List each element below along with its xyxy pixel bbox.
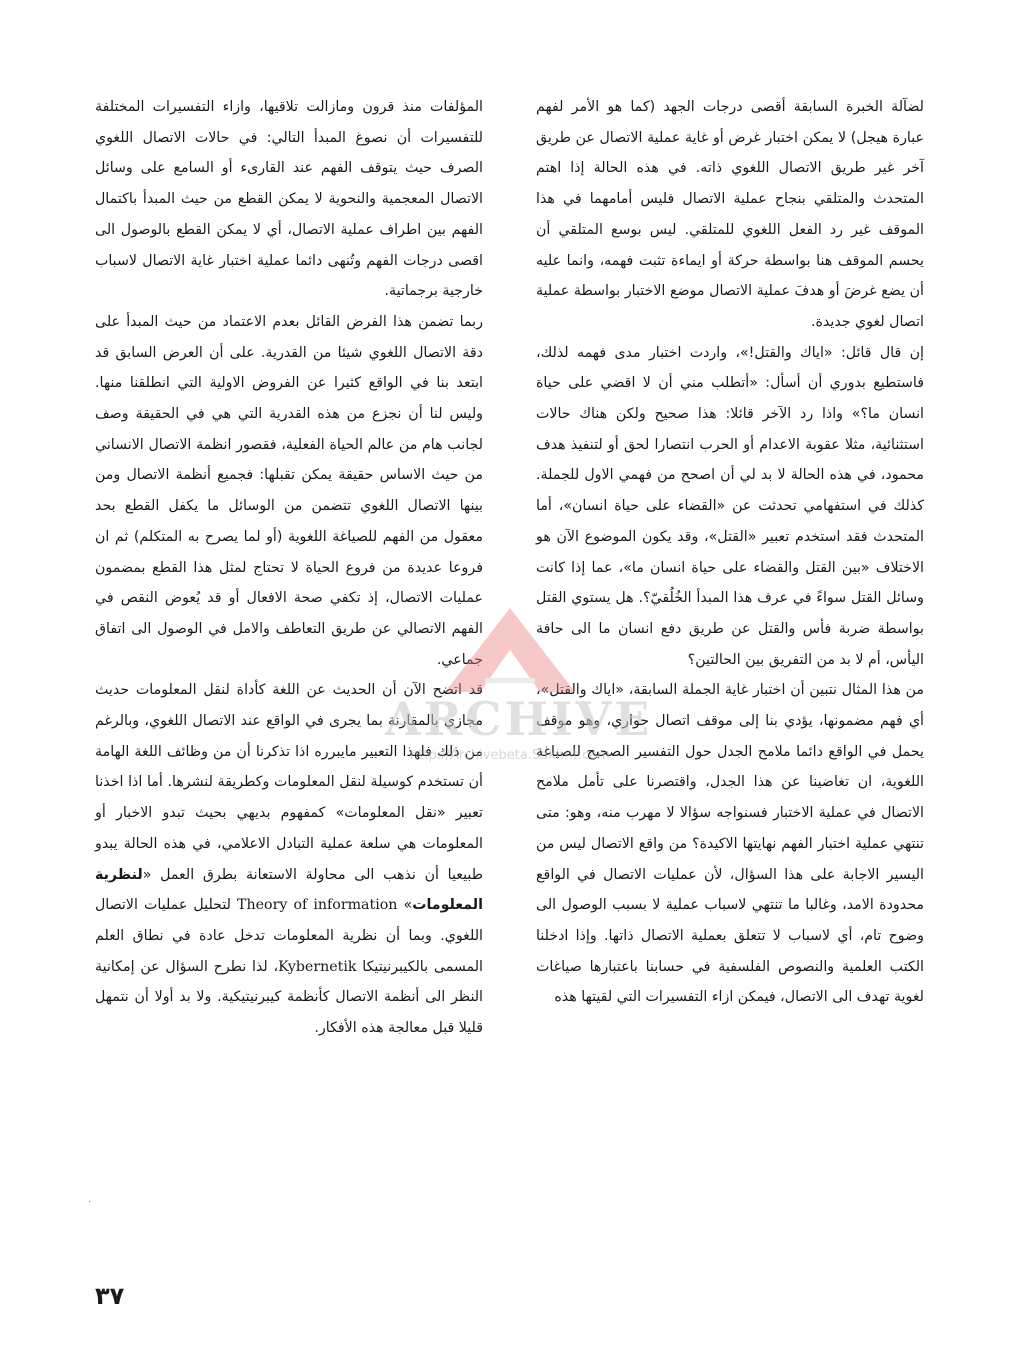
text-span: لتحليل عمليات الاتصال اللغوي. وبما أن نظرية المعلومات تدخل عادة في نطاق العلم المسمى بالكيبرنيتيكا bbox=[95, 897, 483, 975]
paragraph bbox=[95, 675, 483, 1043]
watermark-word: ARCHIVE bbox=[385, 692, 653, 746]
paragraph: من هذا المثال نتبين أن اختبار غاية الجملة السابقة، «اياك والقتل»، أي فهم مضمونها، يؤدي بنا إلى موقف اتصال حواري، وهو موقف يحمل في الواقع دائما ملامح الجدل حول التفسير الصحيح للصياغة اللغوية، ان تغاضينا عن هذا الجدل، واقتصرنا على تأمل ملامح الاتصال في عملية الاختبار فسنواجه سؤالا لا مهرب منه، وهو: متى تنتهي عملية اختبار الفهم نهايتها الاكيدة؟ من واقع الاتصال ليس من اليسير الاجابة على هذا السؤال، لأن عمليات الاتصال في الواقع محدودة الامد، وغالبا ما تنتهي لاسباب عملية لا بسبب الوصول الى وضوح تام، أي لاسباب لا تتعلق بعملية الاتصال ذاتها. وإذا ادخلنا الكتب العلمية والنصوص الفلسفية في حسابنا باعتبارها صياغات لغوية تهدف الى الاتصال، فيمكن ازاء التفسيرات التي لقيتها هذه bbox=[536, 682, 924, 1006]
text-span: » bbox=[397, 897, 413, 914]
right-text-column bbox=[536, 92, 924, 1013]
paragraph: لضآلة الخبرة السابقة أقصى درجات الجهد (كما هو الأمر لفهم عبارة هيجل) لا يمكن اختبار غرض أو غاية عملية الاتصال عن طريق آخر غير طريق الاتصال اللغوي ذاته. في هذه الحالة إذا اهتم المتحدث والمتلقي بنجاح عملية الاتصال فليس أمامهما في هذا الموقف غير رد الفعل اللغوي للمتلقي. ليس بوسع المتلقي أن يحسم الموقف هنا بواسطة حركة أو ايماءة تثبت فهمه، وانما عليه أن يضع غرضَ أو هدفَ عملية الاتصال موضع الاختبار بواسطة عملية اتصال لغوي جديدة. bbox=[536, 99, 924, 330]
emphasized-term: لنظرية المعلومات bbox=[95, 866, 483, 914]
latin-term: Theory of information bbox=[237, 897, 398, 914]
text-span: قد اتضح الآن أن الحديث عن اللغة كأداة لنقل المعلومات حديث مجازي بالمقارنة بما يجرى في الواقع عند الاتصال اللغوي، وبالرغم من ذلك فلهذا التعبير مايبرره اذا تذكرنا أن من وظائف اللغة الهامة أن تستخدم كوسيلة لنقل المعلومات وكطريقة لنشرها. أما اذا اخذنا تعبير «نقل المعلومات» كمفهوم بديهي بحيث تبدو الاخبار أو المعلومات هي سلعة عملية التبادل الاعلامي، في هذه الحالة يبدو طبيعيا أن نذهب الى محاولة الاستعانة بطرق العمل « bbox=[95, 682, 483, 883]
stray-mark: · bbox=[88, 1197, 92, 1208]
paragraph: إن قال قائل: «اياك والقتل!»، واردت اختبار مدى فهمه لذلك، فاستطيع بدوري أن أسأل: «أتطلب مني أن لا اقضي على حياة انسان ما؟» واذا رد الآخر قائلا: هذا صحيح ولكن هناك حالات استثنائية، مثلا عقوبة الاعدام أو الحرب انتصارا لحق أو لتنفيذ هدف محمود، في هذه الحالة لا بد لي أن اصحح من فهمي الاول للجملة. كذلك في استفهامي تحدثت عن «القضاء على حياة انسان»، أما المتحدث فقد استخدم تعبير «القتل»، وقد يكون الموضوع الآن هو الاختلاف «بين القتل والقضاء على حياة انسان ما»، عما إذا كانت وسائل القتل سواءً في عرف هذا المبدأ الخُلُقيّ؟. هل يستوي القتل بواسطة ضربة فأس والقتل عن طريق دفع انسان ما الى حافة اليأس، أم لا بد من التفريق بين الحالتين؟ bbox=[536, 344, 924, 668]
left-text-column bbox=[95, 92, 483, 1044]
text-span: ، لذا نطرح السؤال عن إمكانية النظر الى أنظمة الاتصال كأنظمة كيبرنيتيكية. ولا بد أولا أن نتمهل قليلا قبل معالجة هذه الأفكار. bbox=[95, 958, 483, 1037]
paragraph: المؤلفات منذ قرون ومازالت تلاقيها، وازاء التفسيرات المختلفة للتفسيرات أن نصوغ المبدأ التالي: في حالات الاتصال اللغوي الصرف حيث يتوقف الفهم عند القارىء أو السامع على وسائل الاتصال المعجمية والنحوية لا يمكن القطع من حيث المبدأ باكتمال الفهم بين اطراف عملية الاتصال، أي لا يمكن القطع بالوصول الى اقصى درجات الفهم وتُنهى دائما عملية اختبار غاية الاتصال لاسباب خارجية برجماتية. bbox=[95, 99, 483, 300]
paragraph: ربما تضمن هذا الفرض القائل بعدم الاعتماد من حيث المبدأ على دقة الاتصال اللغوي شيئا من القدرية. على أن العرض السابق قد ابتعد بنا في الواقع كثيرا عن الفروض الاولية التي انطلقنا منها. وليس لنا أن نجزع من هذه القدرية التي هي في الحقيقة وصف لجانب هام من عالم الحياة الفعلية، فقصور انظمة الاتصال الانساني من حيث الاساس حقيقة يمكن تقبلها: فجميع أنظمة الاتصال ومن بينها الاتصال اللغوي تتضمن من الوسائل ما يكفل القطع بحد معقول من الفهم للصياغة اللغوية (أو لما يصرح به المتكلم) ثم ان فروعا عديدة من فروع الحياة لا تحتاج لمثل هذا القطع بمضمون عمليات الاتصال، إذ تكفي صحة الافعال أو قد يُعوض النقص في الفهم الاتصالي عن طريق التعاطف والامل في الوصول الى اتفاق جماعي. bbox=[95, 313, 483, 668]
latin-term: Kybernetik bbox=[278, 958, 357, 975]
page-number: ٣٧ bbox=[95, 1282, 125, 1310]
watermark-url: http://Archivebeta.Sakhrit.com bbox=[410, 748, 610, 763]
